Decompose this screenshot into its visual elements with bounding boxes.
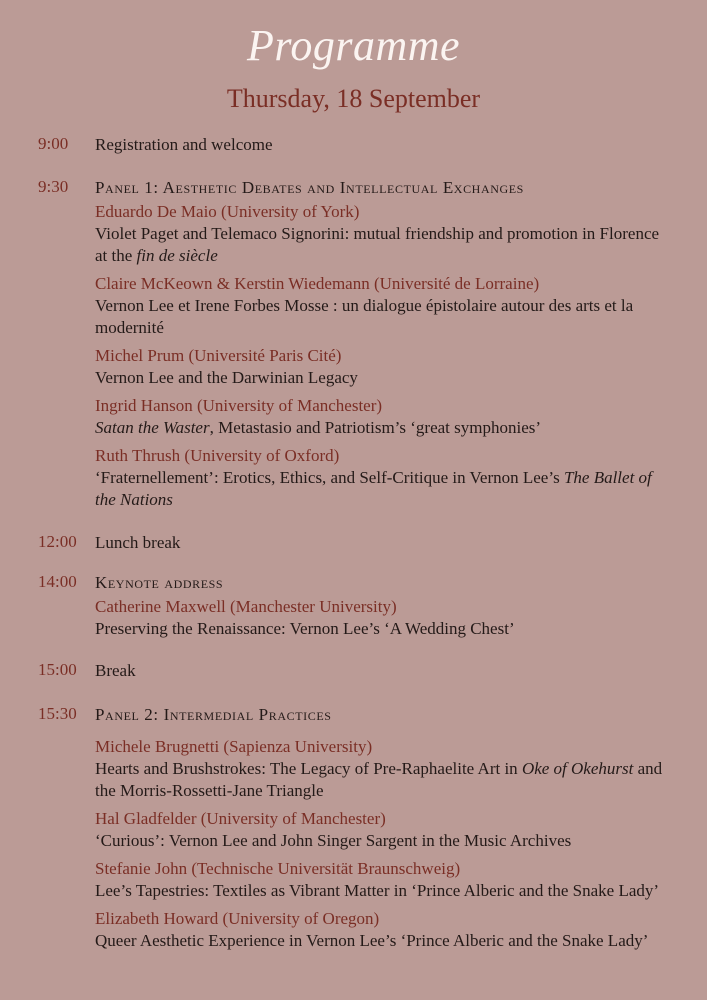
entry-time: 12:00 [38,532,77,551]
paper-item [95,345,670,389]
speaker-name: Ruth Thrush (University of Oxford) [95,446,340,465]
panel-block [95,572,670,646]
speaker-name: Elizabeth Howard (University of Oregon) [95,909,380,928]
speaker-name: Michele Brugnetti (Sapienza University) [95,737,373,756]
paper-item [95,445,670,511]
paper-item [95,273,670,339]
speaker-name: Michel Prum (Université Paris Cité) [95,346,342,365]
page-title: Programme [246,21,461,70]
entry-time: 9:00 [38,134,69,153]
speaker-name: Stefanie John (Technische Universität Braunschweig) [95,859,461,878]
paper-title: Lee’s Tapestries: Textiles as Vibrant Matter in ‘Prince Alberic and the Snake Lady’ [95,881,660,900]
entry-label: Lunch break [95,533,181,552]
entry-time: 9:30 [38,177,69,196]
paper-title: Vernon Lee et Irene Forbes Mosse : un dialogue épistolaire autour des arts et la modernité [95,296,634,337]
paper-title: Hearts and Brushstrokes: The Legacy of Pre-Raphaelite Art in Oke of Okehurst and the Morris-Rossetti-Jane Triangle [95,759,663,800]
entry-label: Registration and welcome [95,135,273,154]
entry-label: Break [95,661,136,680]
speaker-name: Hal Gladfelder (University of Manchester) [95,809,386,828]
date-heading: Thursday, 18 September [226,84,481,113]
paper-item [95,201,670,267]
paper-title: Satan the Waster, Metastasio and Patriotism’s ‘great symphonies’ [95,418,542,437]
panel-title: Panel 1: Aesthetic Debates and Intellectual Exchanges [95,178,524,197]
paper-item [95,858,670,902]
panel-title: Keynote address [95,573,224,592]
speaker-name: Eduardo De Maio (University of York) [95,202,360,221]
paper-title: Queer Aesthetic Experience in Vernon Lee’s ‘Prince Alberic and the Snake Lady’ [95,931,649,950]
paper-title: ‘Curious’: Vernon Lee and John Singer Sargent in the Music Archives [95,831,572,850]
panel-block [95,704,670,958]
paper-item [95,808,670,852]
paper-title: Vernon Lee and the Darwinian Legacy [95,368,358,387]
paper-item [95,596,670,640]
entry-time: 15:00 [38,660,77,679]
paper-item [95,908,670,952]
panel-title: Panel 2: Intermedial Practices [95,705,332,724]
paper-title: ‘Fraternellement’: Erotics, Ethics, and Self-Critique in Vernon Lee’s The Ballet of the Nations [95,468,652,509]
speaker-name: Claire McKeown & Kerstin Wiedemann (Université de Lorraine) [95,274,540,293]
entry-time: 14:00 [38,572,77,591]
entry-time: 15:30 [38,704,77,723]
speaker-name: Ingrid Hanson (University of Manchester) [95,396,383,415]
paper-title: Violet Paget and Telemaco Signorini: mutual friendship and promotion in Florence at the fin de siècle [95,224,660,265]
panel-block [95,177,670,517]
speaker-name: Catherine Maxwell (Manchester University) [95,597,397,616]
paper-title: Preserving the Renaissance: Vernon Lee’s ‘A Wedding Chest’ [95,619,515,638]
paper-item [95,736,670,802]
paper-item [95,395,670,439]
